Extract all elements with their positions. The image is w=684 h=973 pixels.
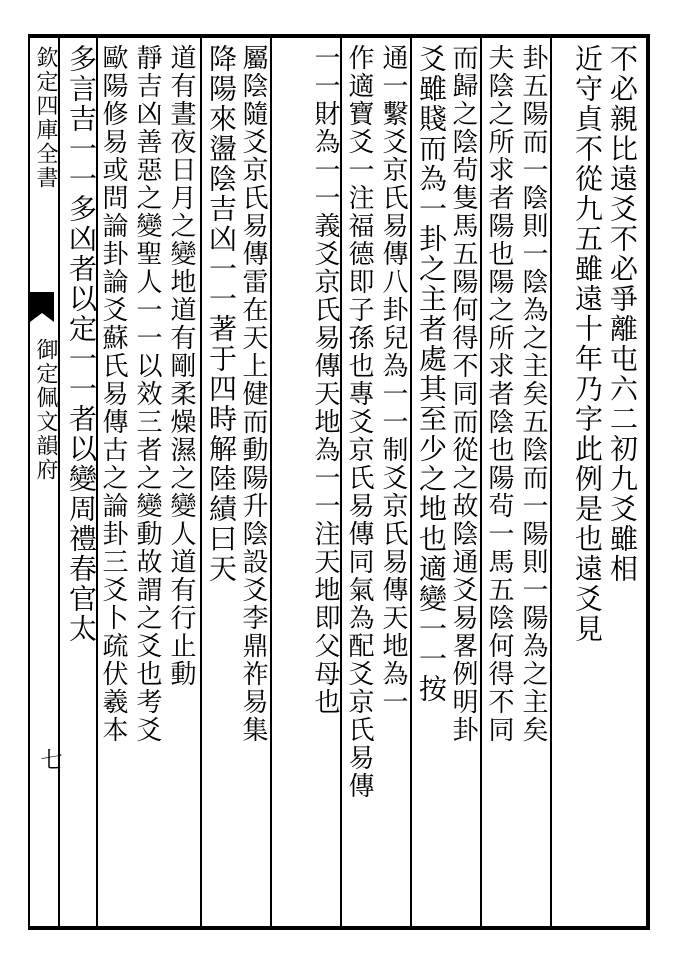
text-column-11: 降陽來盪陰吉凶一一著于四時解陸績曰天 — [205, 44, 238, 584]
column-rule — [480, 38, 482, 928]
side-title: 御定佩文韻府 — [33, 338, 58, 482]
margin-divider — [58, 34, 60, 930]
text-column-15: 多言吉一一多凶者以定一一者以變周禮春官太 — [65, 44, 98, 644]
text-column-4: 夫陰之所求者陽也陽之所求者陰也陽茍一馬五陰何得不同 — [484, 44, 514, 744]
text-column-10: 屬陰隨爻京氏易傳雷在天上健而動陽升陰設爻李鼎祚易集 — [238, 44, 268, 744]
text-column-9: 一一財為一一義爻京氏易傳天地為一一注天地即父母也 — [310, 44, 340, 716]
page-number: 七 — [37, 748, 62, 770]
text-column-8: 作適寶爻一注福德即子孫也專爻京氏易傳同氣為配爻京氏易傳 — [344, 44, 374, 800]
fishtail-mark — [30, 292, 54, 322]
text-column-2: 近守貞不從九五雖遠十年乃字此例是也遠爻見 — [571, 44, 604, 644]
text-column-1: 不必親比遠爻不必爭離屯六二初九爻雖相 — [606, 44, 639, 584]
column-rule — [550, 38, 552, 928]
top-title: 欽定四庫全書 — [33, 46, 58, 190]
text-column-5: 而歸之陰茍隻馬五陽何得不同而從之故陰通爻易畧例明卦 — [448, 44, 478, 744]
frame-bottom — [28, 926, 650, 930]
column-rule — [200, 38, 202, 928]
text-column-13: 靜吉凶善惡之變聖人一一以效三者之變動故謂之爻也考爻 — [132, 44, 162, 744]
frame-left — [28, 34, 30, 930]
column-rule — [270, 38, 272, 928]
text-column-12: 道有晝夜日月之變地道有剛柔燥濕之變人道有行止動 — [166, 44, 196, 688]
text-column-7: 通一繫爻京氏易傳八卦兒為一一制爻京氏易傳天地為一 — [378, 44, 408, 716]
frame-top — [28, 34, 650, 38]
text-column-3: 卦五陽而一陰則一陰為之主矣五陰而一陽則一陽為之主矣 — [518, 44, 548, 744]
column-rule — [410, 38, 412, 928]
text-column-14: 歐陽修易或問論卦論爻蘇氏易傳古之論卦三爻卜疏伏羲本 — [98, 44, 128, 744]
text-column-6: 爻雖賤而為一卦之主者處其至少之地也適變一一按 — [415, 44, 448, 704]
frame-right — [646, 34, 650, 930]
column-rule — [340, 38, 342, 928]
